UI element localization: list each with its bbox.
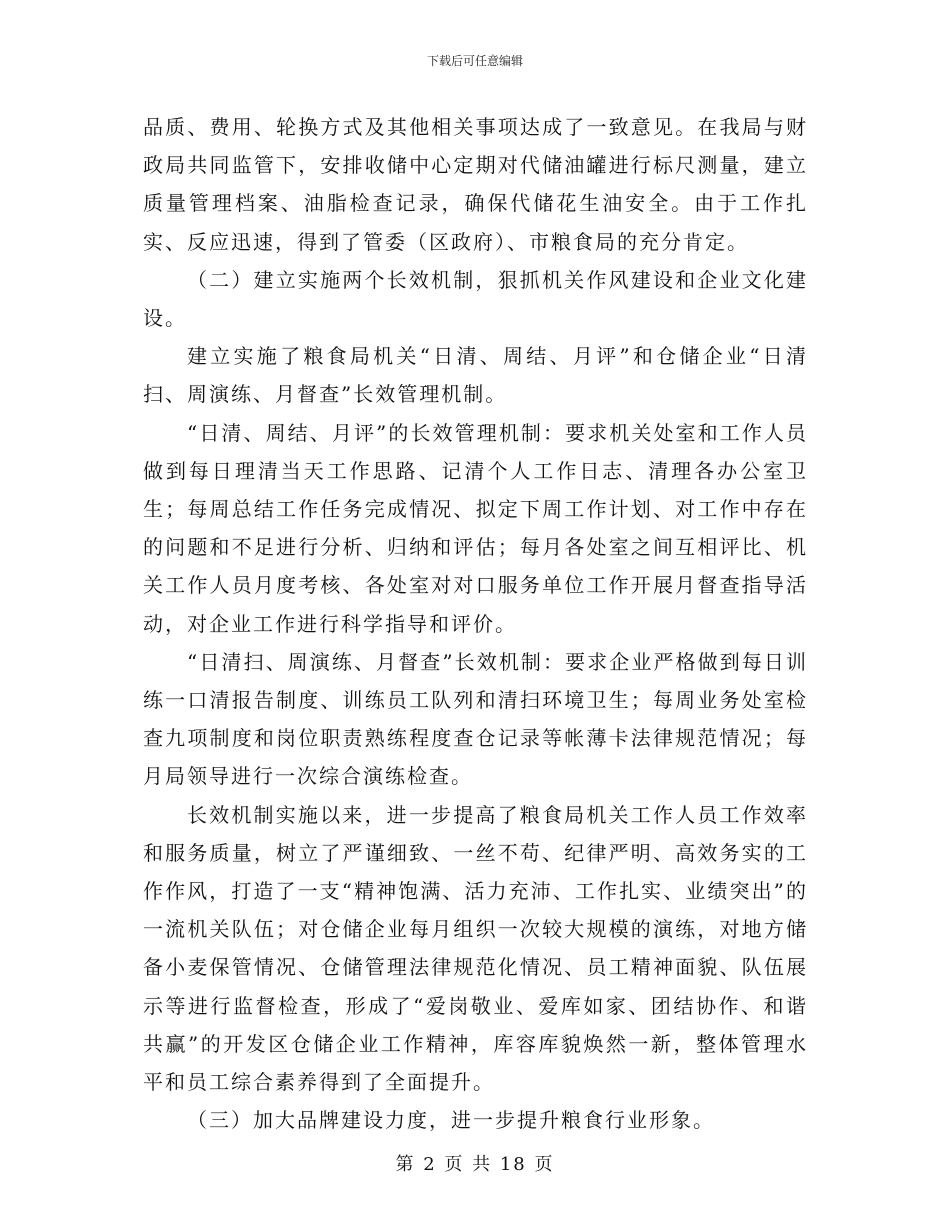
page-header: 下载后可任意编辑 [426,54,523,68]
paragraph-office-mechanism: “日清、周结、月评”的长效管理机制：要求机关处室和工作人员做到每日理清当天工作思路、记清个人工作日志、清理各办公室卫生；每周总结工作任务完成情况、拟定下周工作计划、对工作中存在的问题和不足进行分析、归纳和评估；每月各处室之间互相评比、机关工作人员月度考核、各处室对对口服务单位工作开展月督查指导活动，对企业工作进行科学指导和评价。 [143,420,808,636]
document-body [143,108,808,1139]
section-heading-3: （三）加大品牌建设力度，进一步提升粮食行业形象。 [187,1108,715,1133]
page-number: 第 2 页 共 18 页 [395,1154,555,1175]
paragraph-continued: 品质、费用、轮换方式及其他相关事项达成了一致意见。在我局与财政局共同监管下，安排收储中心定期对代储油罐进行标尺测量，建立质量管理档案、油脂检查记录，确保代储花生油安全。由于工作扎实、反应迅速，得到了管委（区政府）、市粮食局的充分肯定。 [143,115,808,254]
paragraph-mechanism-intro: 建立实施了粮食局机关“日清、周结、月评”和仓储企业“日清扫、周演练、月督查”长效管理机制。 [143,344,808,407]
paragraph-results: 长效机制实施以来，进一步提高了粮食局机关工作人员工作效率和服务质量，树立了严谨细致、一丝不苟、纪律严明、高效务实的工作作风，打造了一支“精神饱满、活力充沛、工作扎实、业绩突出”的一流机关队伍；对仓储企业每月组织一次较大规模的演练，对地方储备小麦保管情况、仓储管理法律规范化情况、员工精神面貌、队伍展示等进行监督检查，形成了“爱岗敬业、爱库如家、团结协作、和谐共赢”的开发区仓储企业工作精神，库容库貌焕然一新，整体管理水平和员工综合素养得到了全面提升。 [143,802,808,1095]
paragraph-enterprise-mechanism: “日清扫、周演练、月督查”长效机制：要求企业严格做到每日训练一口清报告制度、训练员工队列和清扫环境卫生；每周业务处室检查九项制度和岗位职责熟练程度查仓记录等帐薄卡法律规范情况；每月局领导进行一次综合演练检查。 [143,649,808,789]
section-heading-2: （二）建立实施两个长效机制，狠抓机关作风建设和企业文化建设。 [143,267,808,331]
